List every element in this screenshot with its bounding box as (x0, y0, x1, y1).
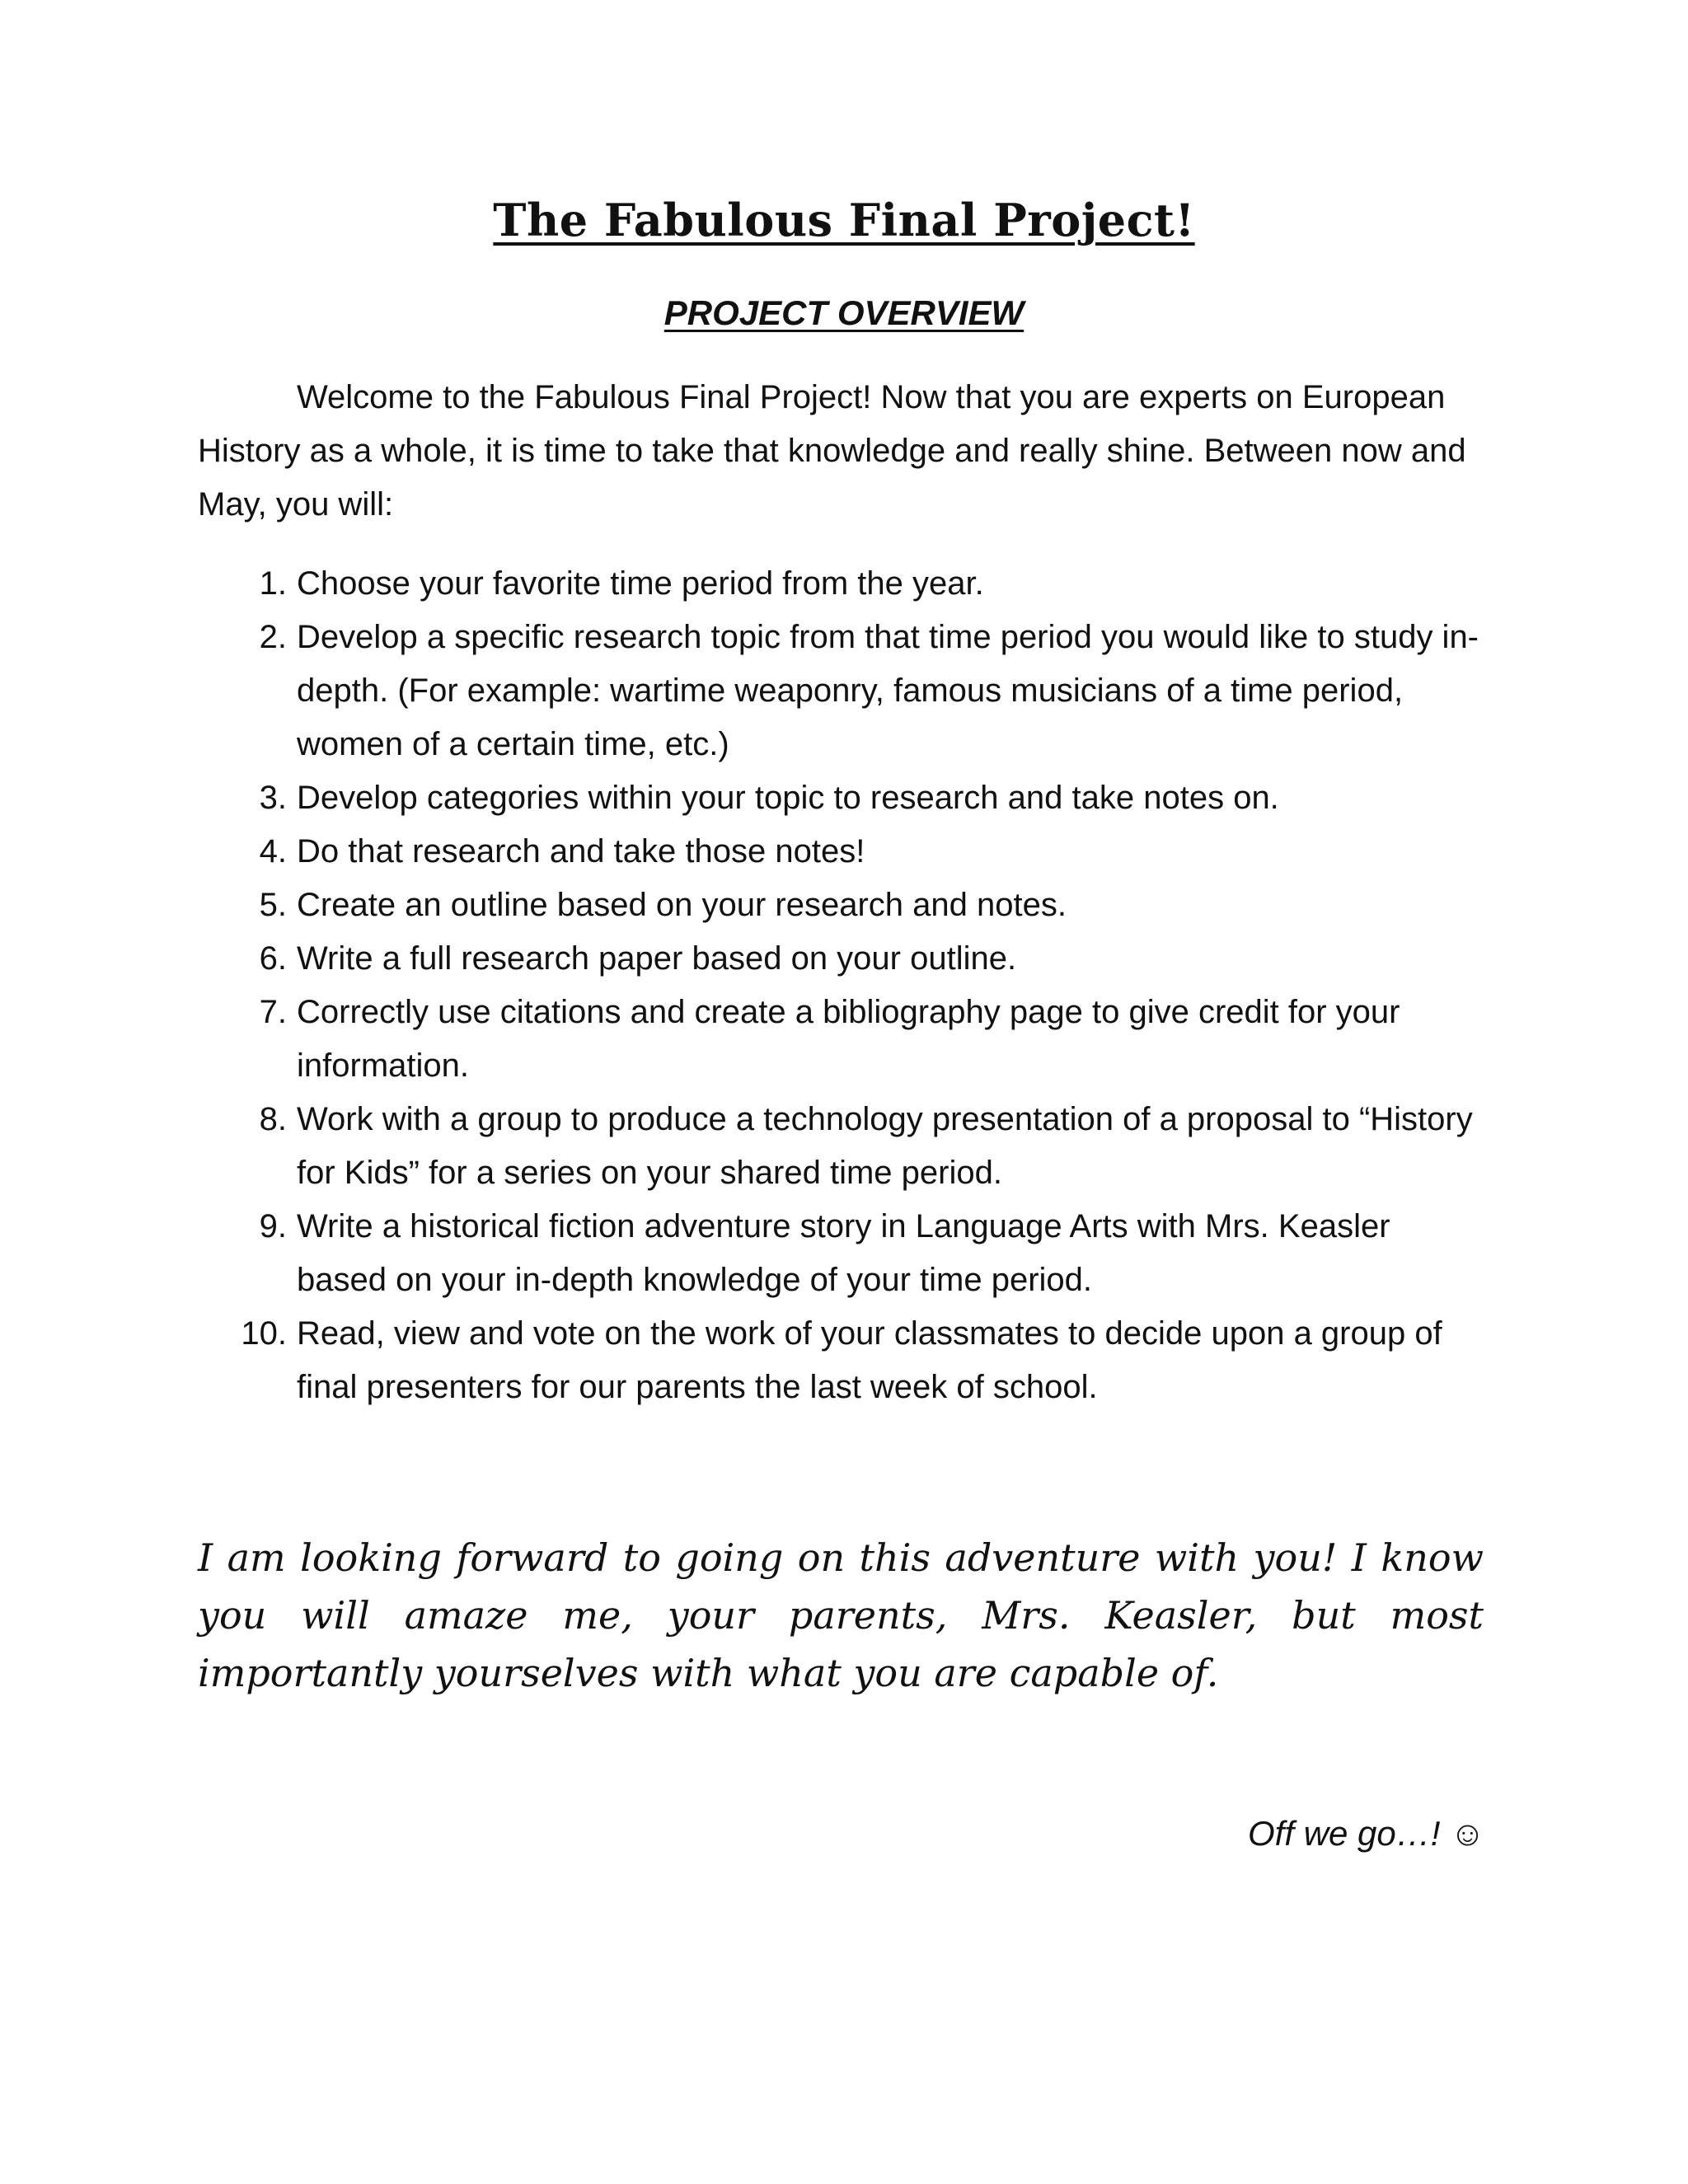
list-item-number: 10. (241, 1315, 287, 1352)
list-item-number: 6. (259, 940, 287, 977)
list-item-text: Develop categories within your topic to research and take notes on. (297, 780, 1279, 816)
list-item-text: Read, view and vote on the work of your classmates to decide upon a group of final presenters for our parents the last week of school. (297, 1315, 1442, 1405)
document-title: The Fabulous Final Project! (493, 194, 1195, 246)
list-item (198, 879, 1484, 932)
list-item-number: 9. (259, 1208, 287, 1244)
list-item (198, 771, 1484, 825)
list-item (198, 611, 1484, 771)
list-item-number: 2. (259, 619, 287, 655)
list-item-number: 8. (259, 1101, 287, 1137)
list-item (198, 1093, 1484, 1200)
list-item-number: 7. (259, 994, 287, 1030)
list-item (198, 825, 1484, 879)
list-item-number: 1. (259, 565, 287, 602)
list-item-text: Write a historical fiction adventure story in Language Arts with Mrs. Keasler based on your in-depth knowledge of your time period. (297, 1208, 1390, 1298)
signoff-text: Off we go…! ☺ (1248, 1814, 1485, 1853)
list-item (198, 986, 1484, 1093)
list-item-text: Choose your favorite time period from the year. (297, 565, 984, 602)
list-item (198, 1200, 1484, 1307)
list-item-text: Work with a group to produce a technology presentation of a proposal to “History for Kids” for a series on your shared time period. (297, 1101, 1473, 1191)
list-item (198, 1307, 1484, 1414)
list-item (198, 557, 1484, 611)
list-item-text: Create an outline based on your research and notes. (297, 887, 1067, 923)
project-steps-list (198, 557, 1484, 1414)
list-item-text: Correctly use citations and create a bibliography page to give credit for your information. (297, 994, 1400, 1084)
section-heading: PROJECT OVERVIEW (663, 293, 1025, 332)
list-item (198, 932, 1484, 986)
list-item-number: 4. (259, 833, 287, 869)
list-item-number: 5. (259, 887, 287, 923)
intro-paragraph: Welcome to the Fabulous Final Project! Now that you are experts on European History as a whole, it is time to take that knowledge and really shine. Between now and May, you will: (198, 379, 1466, 523)
list-item-text: Develop a specific research topic from that time period you would like to study in-depth. (For example: wartime weaponry, famous musicians of a time period, women of a certain time, etc.) (297, 619, 1479, 762)
closing-paragraph: I am looking forward to going on this adventure with you! I know you will amaze me, your parents, Mrs. Keasler, but most importantly yourselves with what you are capable of. (198, 1535, 1484, 1695)
list-item-text: Write a full research paper based on your outline. (297, 940, 1017, 977)
list-item-text: Do that research and take those notes! (297, 833, 865, 869)
list-item-number: 3. (259, 780, 287, 816)
